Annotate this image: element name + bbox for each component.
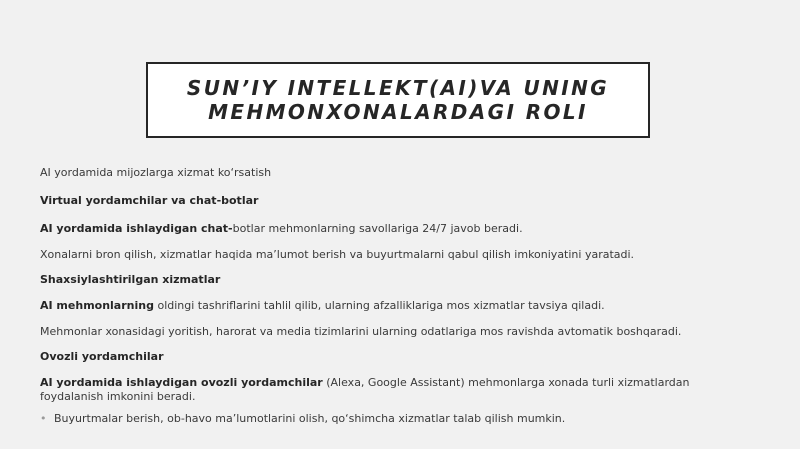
section2-heading: Shaxsiylashtirilgan xizmatlar bbox=[40, 273, 221, 286]
title-line-1: SUN’IY INTELLEKT(AI)VA UNING bbox=[186, 76, 610, 100]
section3-paragraph-1 bbox=[40, 376, 750, 404]
intro-text: AI yordamida mijozlarga xizmat ko‘rsatish bbox=[40, 166, 272, 179]
section3-heading: Ovozli yordamchilar bbox=[40, 350, 164, 363]
section3-bullet-item bbox=[40, 412, 565, 426]
section2-p1-rest: oldingi tashriflarini tahlil qilib, ularning afzalliklariga mos xizmatlar tavsiya qiladi. bbox=[153, 299, 605, 312]
section3-bullet-text: Buyurtmalar berish, ob-havo ma’lumotlarini olish, qo‘shimcha xizmatlar talab qilish mumkin. bbox=[54, 412, 566, 425]
section2-p1-bold: AI mehmonlarning bbox=[40, 299, 154, 312]
section1-paragraph-2: Xonalarni bron qilish, xizmatlar haqida ma’lumot berish va buyurtmalarni qabul qilish imkoniyatini yaratadi. bbox=[40, 248, 635, 261]
section2-paragraph-2: Mehmonlar xonasidagi yoritish, harorat va media tizimlarini ularning odatlariga mos ravishda avtomatik boshqaradi. bbox=[40, 325, 682, 338]
bullet-icon: • bbox=[40, 412, 47, 425]
title-line-2: MEHMONXONALARDAGI ROLI bbox=[208, 100, 588, 124]
section1-heading: Virtual yordamchilar va chat-botlar bbox=[40, 194, 259, 207]
section3-p1-bold: AI yordamida ishlaydigan ovozli yordamchilar bbox=[40, 376, 323, 389]
section1-paragraph-1 bbox=[40, 222, 523, 236]
title-box bbox=[146, 62, 650, 138]
section3-p1-rest: (Alexa, Google Assistant) mehmonlarga xonada turli xizmatlardan foydalanish imkonini beradi. bbox=[40, 376, 690, 403]
section2-paragraph-1 bbox=[40, 299, 605, 313]
section1-p1-rest: botlar mehmonlarning savollariga 24/7 javob beradi. bbox=[232, 222, 523, 235]
section1-p1-bold: AI yordamida ishlaydigan chat- bbox=[40, 222, 233, 235]
